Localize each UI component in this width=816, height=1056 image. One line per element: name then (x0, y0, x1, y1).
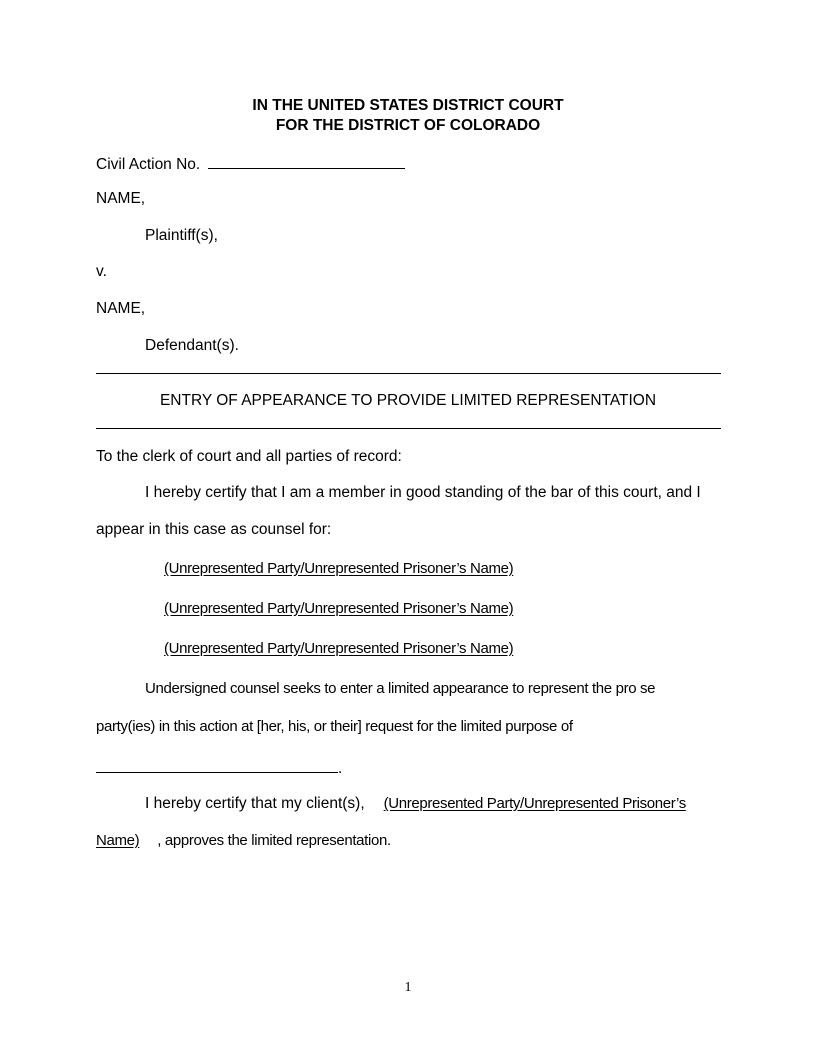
certify-paragraph-line1: I hereby certify that I am a member in good standing of the bar of this court, and I (145, 484, 701, 501)
party-name-placeholder-text: (Unrepresented Party/Unrepresented Prisoner’s Name) (164, 560, 514, 577)
defendant-role: Defendant(s). (145, 337, 239, 354)
title-rule-bottom (96, 428, 721, 429)
client-certify-line2 (96, 832, 391, 849)
page-number: 1 (404, 980, 412, 995)
limited-paragraph-line2: party(ies) in this action at [her, his, or their] request for the limited purpose of (96, 718, 573, 735)
certify-paragraph-line2: appear in this case as counsel for: (96, 521, 332, 538)
client-name-placeholder-part2: Name) (96, 832, 140, 849)
court-name-line2: FOR THE DISTRICT OF COLORADO (275, 117, 541, 134)
civil-action-number (96, 153, 405, 174)
document-title: ENTRY OF APPEARANCE TO PROVIDE LIMITED REPRESENTATION (159, 392, 657, 409)
versus: v. (96, 263, 107, 280)
party-name-placeholder-2 (145, 600, 532, 617)
civil-action-label: Civil Action No. (96, 156, 201, 173)
civil-action-number-blank (208, 153, 405, 169)
client-certify-prefix: I hereby certify that my client(s), (145, 795, 365, 812)
title-rule-top (96, 373, 721, 374)
limited-purpose-blank (96, 757, 338, 773)
salutation: To the clerk of court and all parties of record: (96, 448, 402, 465)
client-certify-line1 (145, 795, 686, 813)
defendant-name: NAME, (96, 300, 146, 317)
party-name-placeholder-3 (145, 640, 532, 657)
limited-paragraph-line1: Undersigned counsel seeks to enter a limited appearance to represent the pro se (145, 680, 656, 697)
party-name-placeholder-text: (Unrepresented Party/Unrepresented Prisoner’s Name) (164, 600, 514, 617)
court-name-line1: IN THE UNITED STATES DISTRICT COURT (252, 97, 564, 114)
party-name-placeholder-text: (Unrepresented Party/Unrepresented Prisoner’s Name) (164, 640, 514, 657)
plaintiff-name: NAME, (96, 190, 146, 207)
party-name-placeholder-1 (145, 560, 532, 577)
limited-purpose-period: . (338, 760, 343, 777)
plaintiff-role: Plaintiff(s), (145, 227, 218, 244)
client-name-placeholder-part1: (Unrepresented Party/Unrepresented Prisoner’s (383, 795, 686, 812)
limited-purpose-line (96, 757, 342, 778)
client-certify-suffix: , approves the limited representation. (157, 832, 391, 849)
